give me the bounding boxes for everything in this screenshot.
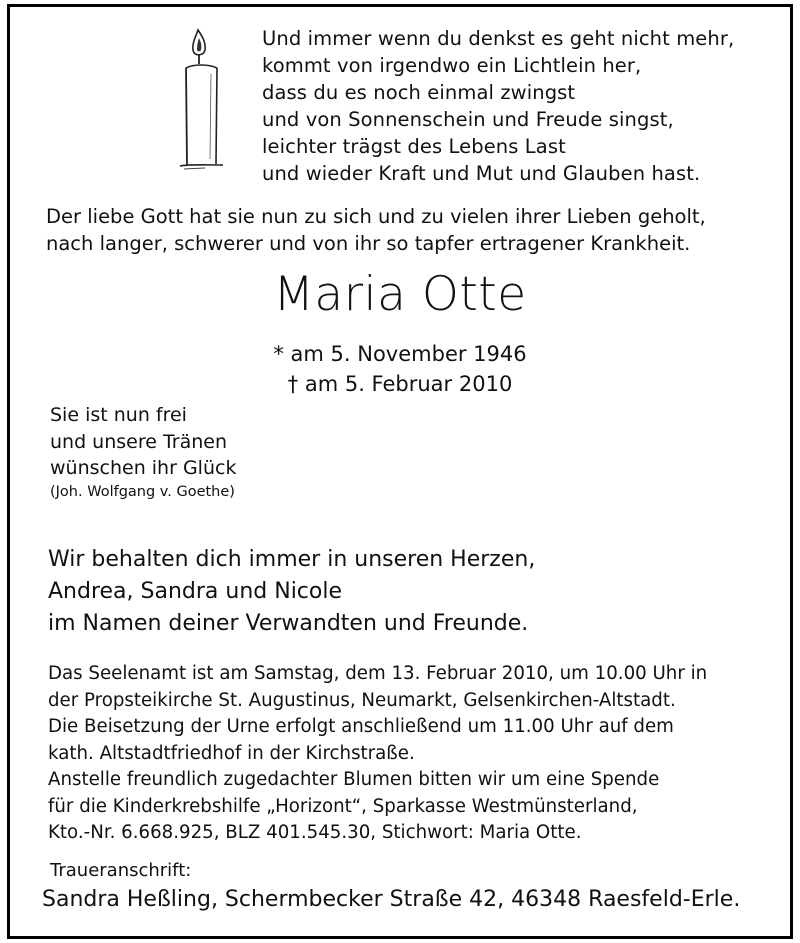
family-line: Andrea, Sandra und Nicole bbox=[48, 579, 343, 604]
family-line: Wir behalten dich immer in unseren Herzen, bbox=[48, 547, 536, 572]
poem-line: Und immer wenn du denkst es geht nicht mehr, bbox=[262, 27, 735, 50]
poem-line: dass du es noch einmal zwingst bbox=[262, 81, 576, 104]
intro-text bbox=[46, 203, 706, 257]
quote-line: wünschen ihr Glück bbox=[50, 457, 237, 479]
death-date: † am 5. Februar 2010 bbox=[287, 372, 513, 396]
deceased-name: Maria Otte bbox=[273, 267, 527, 322]
poem-line: und von Sonnenschein und Freude singst, bbox=[262, 108, 674, 131]
quote-line: und unsere Tränen bbox=[50, 430, 228, 453]
service-line: für die Kinderkrebshilfe „Horizont“, Sparkasse Westmünsterland, bbox=[48, 795, 638, 817]
quote bbox=[50, 402, 236, 502]
poem bbox=[262, 25, 734, 187]
intro-line: nach langer, schwerer und von ihr so tapfer ertragener Krankheit. bbox=[46, 232, 691, 255]
intro-line: Der liebe Gott hat sie nun zu sich und zu vielen ihrer Lieben geholt, bbox=[46, 205, 706, 228]
candle-icon bbox=[175, 24, 229, 174]
poem-line: kommt von irgendwo ein Lichtlein her, bbox=[262, 54, 642, 77]
quote-source: (Joh. Wolfgang v. Goethe) bbox=[50, 483, 235, 500]
service-line: Das Seelenamt ist am Samstag, dem 13. Februar 2010, um 10.00 Uhr in bbox=[48, 663, 708, 684]
service-line: kath. Altstadtfriedhof in der Kirchstraße. bbox=[48, 742, 415, 764]
life-dates bbox=[10, 339, 790, 399]
mourning-address: Sandra Heßling, Schermbecker Straße 42, 46348 Raesfeld-Erle. bbox=[42, 887, 741, 912]
service-line: Die Beisetzung der Urne erfolgt anschließend um 11.00 Uhr auf dem bbox=[48, 716, 674, 737]
poem-line: leichter trägst des Lebens Last bbox=[262, 135, 566, 158]
birth-date: * am 5. November 1946 bbox=[273, 342, 527, 366]
family-line: im Namen deiner Verwandten und Freunde. bbox=[48, 611, 529, 636]
poem-line: und wieder Kraft und Mut und Glauben hast. bbox=[262, 162, 701, 185]
family-signature bbox=[48, 544, 535, 640]
service-info bbox=[48, 661, 707, 847]
service-line: Kto.-Nr. 6.668.925, BLZ 401.545.30, Stichwort: Maria Otte. bbox=[48, 822, 582, 843]
quote-line: Sie ist nun frei bbox=[50, 404, 187, 426]
service-line: der Propsteikirche St. Augustinus, Neumarkt, Gelsenkirchen-Altstadt. bbox=[48, 689, 676, 711]
obituary-notice bbox=[7, 4, 793, 939]
address-label: Traueranschrift: bbox=[50, 860, 192, 881]
service-line: Anstelle freundlich zugedachter Blumen bitten wir um eine Spende bbox=[48, 769, 660, 790]
